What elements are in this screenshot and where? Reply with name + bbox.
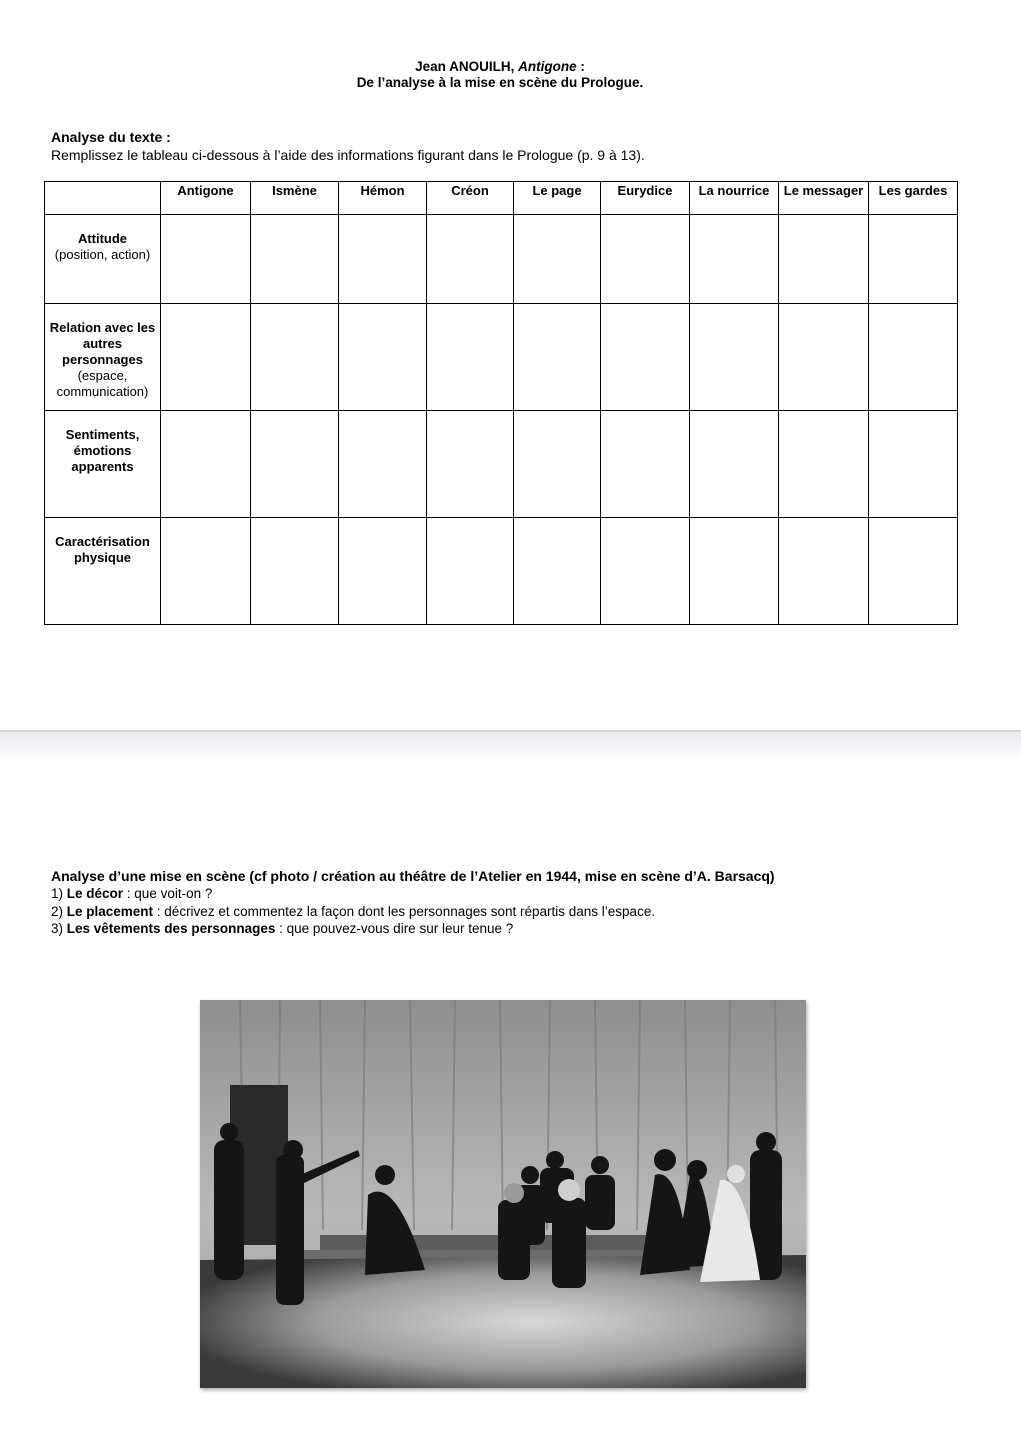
question-number: 2) [51, 904, 67, 919]
question-number: 3) [51, 921, 67, 936]
stage-photo-drawing [200, 1000, 806, 1388]
answer-cell[interactable] [779, 518, 869, 625]
answer-cell[interactable] [690, 518, 779, 625]
column-header: La nourrice [690, 182, 779, 215]
title-subtitle: De l’analyse à la mise en scène du Prologue. [356, 75, 644, 90]
answer-cell[interactable] [869, 215, 958, 304]
answer-cell[interactable] [690, 215, 779, 304]
row-header [45, 215, 161, 304]
answer-cell[interactable] [514, 518, 601, 625]
page-break-line [0, 730, 1021, 732]
answer-cell[interactable] [601, 411, 690, 518]
row-header [45, 518, 161, 625]
answer-cell[interactable] [427, 411, 514, 518]
character-table [44, 181, 958, 625]
question-text: : que pouvez-vous dire sur leur tenue ? [275, 921, 514, 936]
question-number: 1) [51, 886, 67, 901]
answer-cell[interactable] [514, 411, 601, 518]
question-decor [51, 886, 212, 901]
text-analysis-heading: Analyse du texte : [51, 129, 171, 145]
answer-cell[interactable] [251, 411, 339, 518]
answer-cell[interactable] [514, 215, 601, 304]
row-header-detail: (espace, communication) [56, 368, 149, 399]
table-row [45, 411, 958, 518]
answer-cell[interactable] [869, 304, 958, 411]
table-corner-cell [45, 182, 161, 215]
title-author: Jean ANOUILH, [415, 59, 519, 74]
answer-cell[interactable] [161, 215, 251, 304]
page-break [0, 730, 1021, 758]
answer-cell[interactable] [514, 304, 601, 411]
answer-cell[interactable] [427, 215, 514, 304]
answer-cell[interactable] [339, 518, 427, 625]
document-title [0, 59, 1000, 91]
answer-cell[interactable] [251, 304, 339, 411]
answer-cell[interactable] [690, 304, 779, 411]
title-colon: : [576, 59, 585, 74]
row-header-bold: Caractérisation physique [55, 534, 150, 565]
question-placement [51, 904, 655, 919]
column-header: Ismène [251, 182, 339, 215]
stage-photo [200, 1000, 806, 1388]
text-analysis-instruction: Remplissez le tableau ci-dessous à l’aide des informations figurant dans le Prologue (p. 9 à 13). [51, 147, 645, 163]
answer-cell[interactable] [601, 304, 690, 411]
question-keyword: Le décor [66, 886, 124, 901]
column-header: Le messager [779, 182, 869, 215]
table-row [45, 215, 958, 304]
answer-cell[interactable] [869, 518, 958, 625]
answer-cell[interactable] [869, 411, 958, 518]
column-header: Antigone [161, 182, 251, 215]
answer-cell[interactable] [339, 304, 427, 411]
column-header: Les gardes [869, 182, 958, 215]
answer-cell[interactable] [339, 215, 427, 304]
answer-cell[interactable] [601, 518, 690, 625]
answer-cell[interactable] [339, 411, 427, 518]
answer-cell[interactable] [251, 518, 339, 625]
answer-cell[interactable] [427, 518, 514, 625]
answer-cell[interactable] [161, 518, 251, 625]
question-keyword: Le placement [66, 904, 154, 919]
column-header: Hémon [339, 182, 427, 215]
question-keyword: Les vêtements des personnages [66, 921, 276, 936]
question-costumes [51, 921, 513, 936]
column-header: Le page [514, 182, 601, 215]
answer-cell[interactable] [690, 411, 779, 518]
answer-cell[interactable] [161, 304, 251, 411]
column-header: Créon [427, 182, 514, 215]
question-text: : décrivez et commentez la façon dont les personnages sont répartis dans l’espace. [153, 904, 656, 919]
title-play: Antigone [518, 59, 577, 74]
answer-cell[interactable] [779, 304, 869, 411]
row-header-bold: Sentiments, émotions apparents [65, 427, 140, 474]
row-header [45, 304, 161, 411]
answer-cell[interactable] [779, 215, 869, 304]
table-row [45, 304, 958, 411]
staging-analysis-heading: Analyse d’une mise en scène (cf photo / création au théâtre de l’Atelier en 1944, mise en scène d’A. Barsacq) [51, 868, 775, 884]
answer-cell[interactable] [601, 215, 690, 304]
answer-cell[interactable] [779, 411, 869, 518]
table-row [45, 518, 958, 625]
question-text: : que voit-on ? [123, 886, 213, 901]
row-header-detail: (position, action) [54, 247, 151, 262]
row-header [45, 411, 161, 518]
column-header: Eurydice [601, 182, 690, 215]
answer-cell[interactable] [427, 304, 514, 411]
answer-cell[interactable] [251, 215, 339, 304]
row-header-bold: Relation avec les autres personnages [49, 320, 156, 367]
table-header-row [45, 182, 958, 215]
answer-cell[interactable] [161, 411, 251, 518]
row-header-bold: Attitude [77, 231, 128, 246]
